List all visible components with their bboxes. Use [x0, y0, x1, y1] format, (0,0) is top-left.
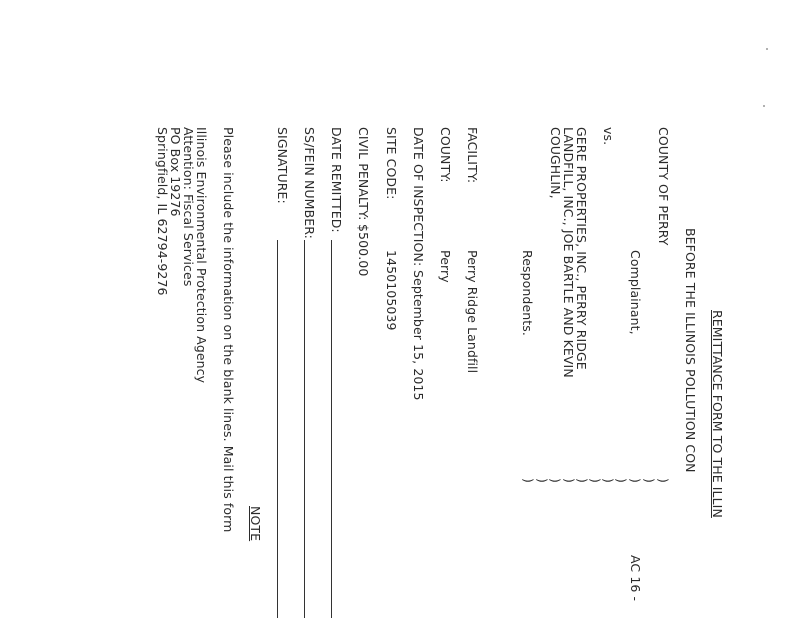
site-code-label: SITE CODE:	[384, 127, 399, 200]
ssfein-line[interactable]	[304, 240, 305, 618]
county-label: COUNTY:	[438, 127, 453, 183]
site-code-value: 1450105039	[384, 250, 399, 331]
address-line-4: Springfield, IL 62794-9276	[155, 127, 170, 296]
scan-speck	[763, 105, 765, 107]
scan-speck	[766, 48, 768, 50]
caption-respondent-line-1: GERE PROPERTIES, INC., PERRY RIDGE	[574, 127, 589, 370]
address-line-2: Attention: Fiscal Services	[181, 127, 196, 287]
bracket: )	[642, 478, 657, 483]
bracket: )	[575, 478, 590, 483]
bracket: )	[535, 478, 550, 483]
caption-complainant: Complainant,	[628, 250, 643, 335]
bracket: )	[656, 478, 671, 483]
bracket: )	[614, 478, 629, 483]
date-remitted-line[interactable]	[331, 240, 332, 618]
caption-respondents: Respondents.	[520, 250, 535, 336]
bracket: )	[548, 478, 563, 483]
note-text: Please include the information on the blank lines. Mail this form	[221, 127, 236, 533]
inspection-date-label: DATE OF INSPECTION:	[411, 127, 426, 267]
facility-value: Perry Ridge Landfill	[465, 250, 480, 374]
address-line-1: Illinois Environmental Protection Agency	[194, 127, 209, 384]
bracket: )	[588, 478, 603, 483]
bracket: )	[521, 478, 536, 483]
signature-line[interactable]	[277, 240, 278, 618]
case-number: AC 16 -	[628, 555, 643, 602]
form-title: REMITTANCE FORM TO THE ILLIN	[710, 310, 725, 518]
date-remitted-label: DATE REMITTED:	[329, 127, 344, 233]
caption-respondent-line-2: LANDFILL, INC., JOE BARTLE AND KEVIN	[561, 127, 576, 378]
address-line-3: PO Box 19276	[168, 127, 183, 217]
form-subtitle: BEFORE THE ILLINOIS POLLUTION CON	[683, 228, 698, 473]
inspection-date-value: September 15, 2015	[411, 270, 426, 401]
bracket: )	[562, 478, 577, 483]
caption-county: COUNTY OF PERRY	[656, 127, 671, 246]
bracket: )	[601, 478, 616, 483]
note-heading: NOTE	[248, 506, 263, 542]
county-value: Perry	[438, 250, 453, 283]
caption-vs: vs.	[601, 127, 616, 146]
signature-label: SIGNATURE:	[275, 127, 290, 204]
caption-respondent-line-3: COUGHLIN,	[548, 127, 563, 199]
ssfein-label: SS/FEIN NUMBER:	[302, 127, 317, 239]
civil-penalty-value: $500.00	[356, 224, 371, 277]
facility-label: FACILITY:	[465, 127, 480, 184]
civil-penalty-label: CIVIL PENALTY:	[356, 127, 371, 221]
bracket: )	[628, 478, 643, 483]
